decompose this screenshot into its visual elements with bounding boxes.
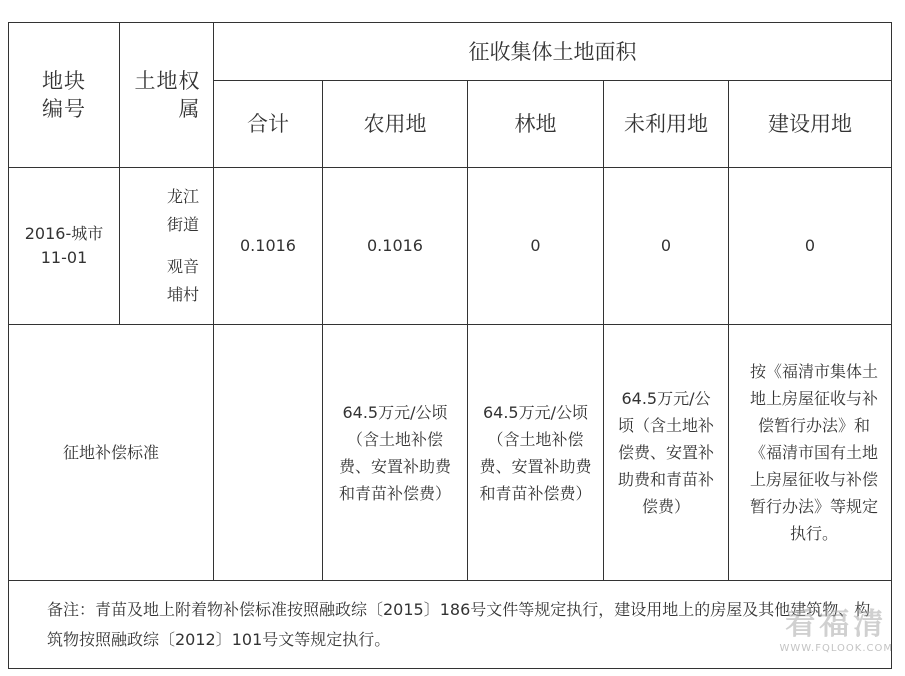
land-acquisition-table — [8, 22, 892, 669]
header-group-area: 征收集体土地面积 — [214, 23, 892, 81]
compensation-unused-text: 64.5万元/公顷（含土地补偿费、安置补助费和青苗补偿费） — [617, 389, 714, 516]
cell-compensation-farmland — [323, 325, 468, 581]
header-total: 合计 — [214, 81, 323, 168]
cell-total: 0.1016 — [214, 168, 323, 325]
compensation-construction-text: 按《福清市集体土地上房屋征收与补偿暂行办法》和《福清市国有土地上房屋征收与补偿暂行办法》等规定执行。 — [750, 362, 879, 543]
cell-compensation-unused — [604, 325, 729, 581]
header-construction: 建设用地 — [729, 81, 892, 168]
cell-compensation-construction — [729, 325, 892, 581]
watermark-url: WWW.FQLOOK.COM — [779, 643, 893, 654]
header-unused-text: 未利用地 — [624, 112, 708, 136]
cell-compensation-forest — [468, 325, 604, 581]
cell-compensation-label: 征地补偿标准 — [9, 325, 214, 581]
compensation-farmland-text: 64.5万元/公顷（含土地补偿费、安置补助费和青苗补偿费） — [338, 402, 451, 503]
site-watermark — [780, 599, 894, 654]
cell-compensation-total — [214, 325, 323, 581]
cell-forest: 0 — [468, 168, 604, 325]
header-block-no-text: 地块编号 — [42, 69, 86, 121]
header-forest: 林地 — [468, 81, 604, 168]
cell-block-no-text: 2016-城市11-01 — [24, 224, 104, 267]
cell-farmland: 0.1016 — [323, 168, 468, 325]
land-acquisition-table-container — [8, 22, 891, 668]
cell-owner-line2: 观音埔村 — [166, 257, 199, 304]
cell-construction: 0 — [729, 168, 892, 325]
header-farmland: 农用地 — [323, 81, 468, 168]
header-unused — [604, 81, 729, 168]
cell-unused: 0 — [604, 168, 729, 325]
header-owner-text: 土地权属 — [134, 69, 201, 121]
watermark-logo-text: 看福清 — [785, 607, 888, 642]
header-block-no — [9, 23, 120, 168]
cell-block-no — [9, 168, 120, 325]
header-owner — [120, 23, 214, 168]
cell-owner — [120, 168, 214, 325]
compensation-forest-text: 64.5万元/公顷（含土地补偿费、安置补助费和青苗补偿费） — [479, 402, 592, 503]
note-text: 备注：青苗及地上附着物补偿标准按照融政综〔2015〕186号文件等规定执行，建设用地上的房屋及其他建筑物、构筑物按照融政综〔2012〕101号文等规定执行。 — [47, 599, 871, 649]
cell-owner-line1: 龙江街道 — [166, 187, 199, 234]
cell-note — [9, 581, 892, 669]
